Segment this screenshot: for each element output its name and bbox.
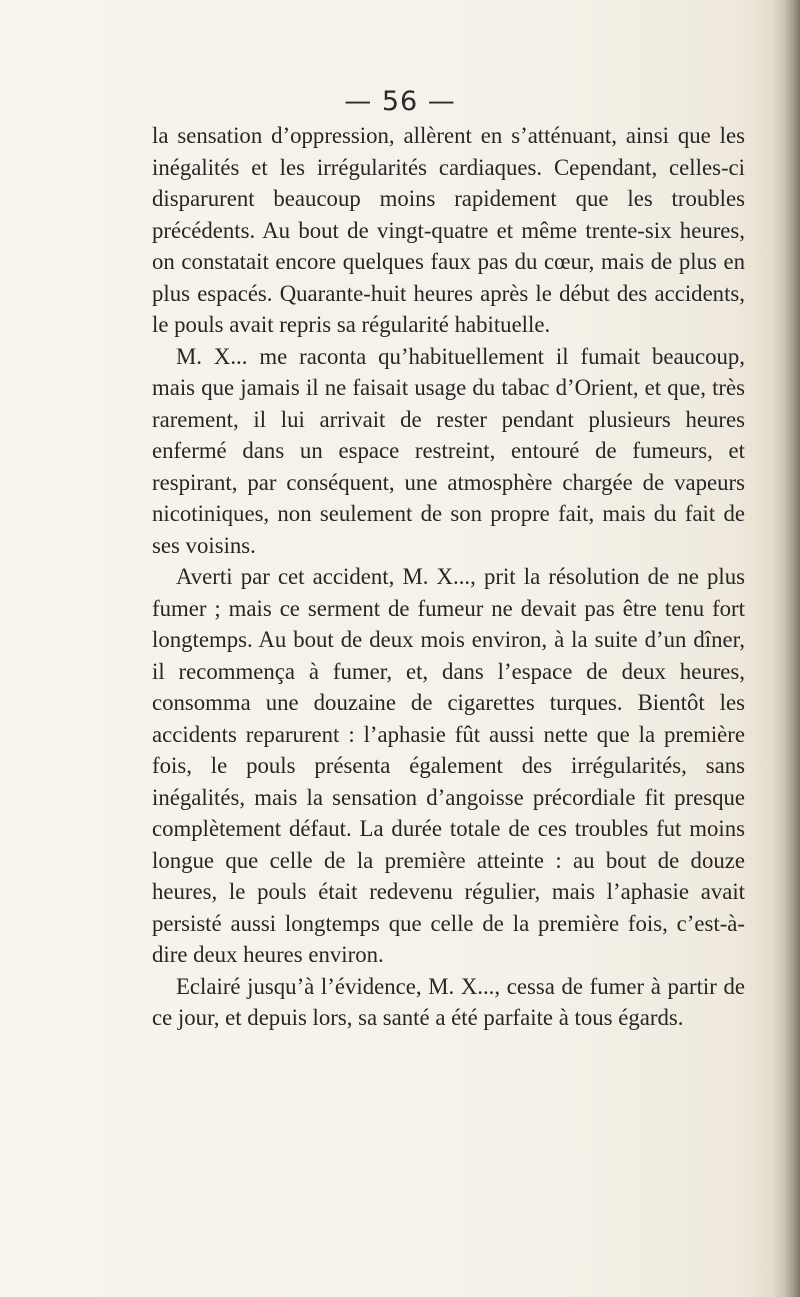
paragraph-1: la sensation d’oppression, allèrent en s’atténuant, ainsi que les inégalités et les irrégularités cardiaques. Cependant, celles-ci disparurent beaucoup moins rapidement que les troubles précédents. Au bout de vingt-quatre et même trente-six heures, on constatait encore quelques faux pas du cœur, mais de plus en plus espacés. Quarante-huit heures après le début des accidents, le pouls avait repris sa régularité habituelle. <box>152 123 745 337</box>
body-text <box>152 120 745 1034</box>
page-number: — 56 — <box>344 86 456 117</box>
paragraph-3: Averti par cet accident, M. X..., prit la résolution de ne plus fumer ; mais ce serment de fumeur ne devait pas être tenu fort longtemps. Au bout de deux mois environ, à la suite d’un dîner, il recommença à fumer, et, dans l’espace de deux heures, consomma une douzaine de cigarettes turques. Bientôt les accidents reparurent : l’aphasie fût aussi nette que la première fois, le pouls présenta également des irrégularités, sans inégalités, mais la sensation d’angoisse précordiale fit presque complètement défaut. La durée totale de ces troubles fut moins longue que celle de la première atteinte : au bout de douze heures, le pouls était redevenu régulier, mais l’aphasie avait persisté aussi longtemps que celle de la première fois, c’est-à-dire deux heures environ. <box>152 564 745 967</box>
paragraph-4: Eclairé jusqu’à l’évidence, M. X..., cessa de fumer à partir de ce jour, et depuis lors, sa santé a été parfaite à tous égards. <box>152 973 745 1030</box>
paragraph-2: M. X... me raconta qu’habituellement il fumait beaucoup, mais que jamais il ne faisait usage du tabac d’Orient, et que, très rarement, il lui arrivait de rester pendant plusieurs heures enfermé dans un espace restreint, entouré de fumeurs, et respirant, par conséquent, une atmosphère chargée de vapeurs nicotiniques, non seulement de son propre fait, mais du fait de ses voisins. <box>152 343 745 558</box>
page-edge-shadow <box>772 0 800 1297</box>
